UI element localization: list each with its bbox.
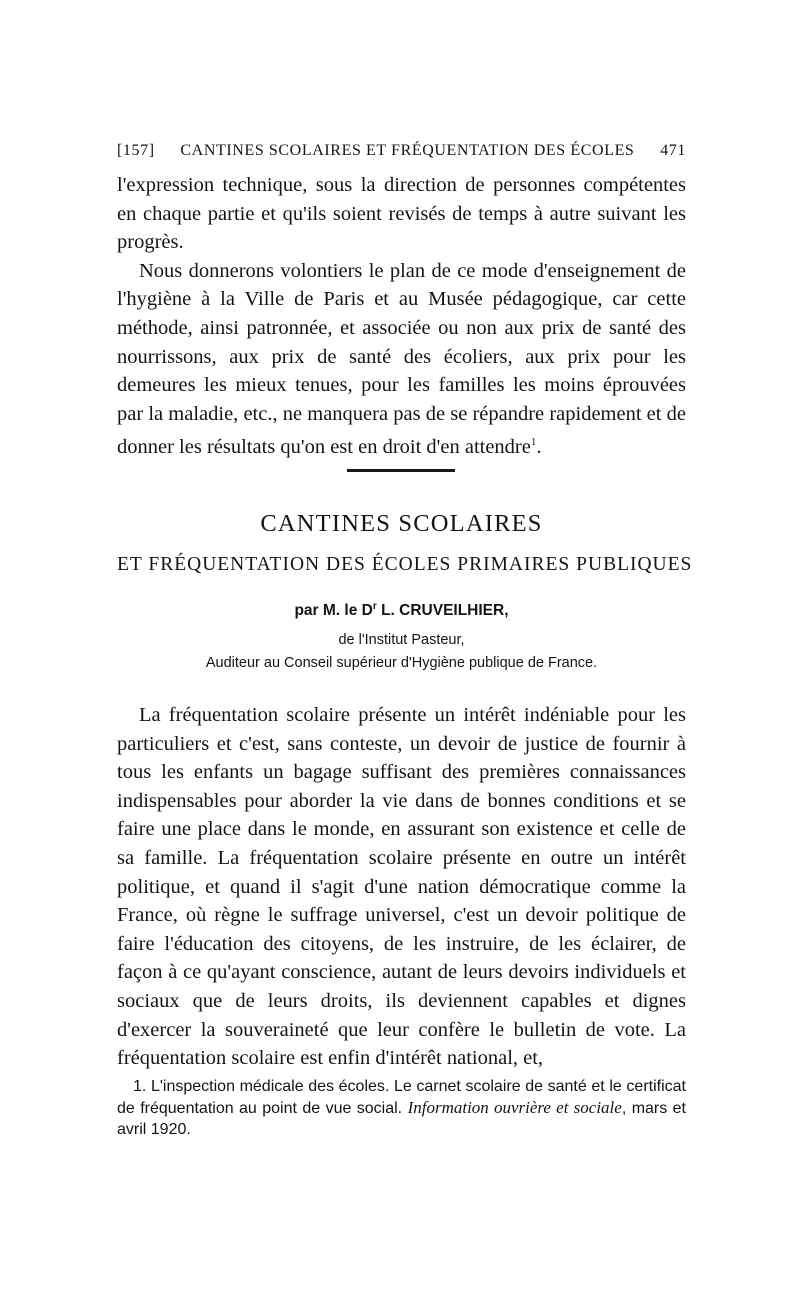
paragraph-text: Nous donnerons volontiers le plan de ce mode d'enseignement de l'hygiène à la Ville de Paris et au Musée pédagogique, car cette méthode, ainsi patronnée, et associée ou non aux prix de santé des nourrissons, aux prix de santé des écoliers, aux prix pour les demeures les mieux tenues, pour les familles les moins éprouvées par la maladie, etc., ne manquera pas de se répandre rapidement et de donner les résultats qu'on est en droit d'en attendre bbox=[117, 259, 686, 459]
article-body bbox=[117, 701, 686, 1073]
page-number: 471 bbox=[660, 142, 686, 159]
footnote-text bbox=[117, 1076, 686, 1140]
author-name: L. CRUVEILHIER, bbox=[376, 602, 509, 619]
section-divider bbox=[347, 469, 455, 472]
paragraph: La fréquentation scolaire présente un intérêt indéniable pour les particuliers et c'est, sans conteste, un devoir de justice de fournir à tous les enfants un bagage suffisant des premières connaissances indispensables pour aborder la vie dans de bonnes conditions et se faire une place dans le monde, en assurant son existence et celle de sa famille. La fréquentation scolaire présente en outre un intérêt politique, et quand il s'agit d'une nation démocratique comme la France, où règne le suffrage universel, c'est un devoir politique de faire l'éducation des citoyens, de les instruire, de les éclairer, de façon à ce qu'ayant conscience, autant de leurs devoirs individuels et sociaux que de leurs droits, ils deviennent capables et dignes d'exercer la souveraineté que leur confère le bulletin de vote. La fréquentation scolaire est enfin d'intérêt national, et, bbox=[117, 704, 686, 1070]
article-subtitle: ET FRÉQUENTATION DES ÉCOLES PRIMAIRES PUBLIQUES bbox=[117, 554, 693, 575]
paragraph-end: . bbox=[536, 436, 542, 459]
footnote-marker: 1 bbox=[530, 436, 537, 449]
footnote-date: , mars et avril 1920. bbox=[117, 1100, 687, 1138]
running-head-section: [157] bbox=[117, 142, 155, 159]
running-head-title: CANTINES SCOLAIRES ET FRÉQUENTATION DES ÉCOLES bbox=[180, 142, 635, 159]
footnote bbox=[117, 1076, 686, 1140]
paragraph: l'expression technique, sous la direction de personnes compétentes en chaque partie et qu'ils soient revisés de temps à autre suivant les progrès. bbox=[117, 174, 686, 254]
author-byline bbox=[117, 597, 686, 624]
running-head bbox=[117, 138, 686, 164]
footnote-body: 1. L'inspection médicale des écoles. Le carnet scolaire de santé et le certificat de fréquentation au point de vue social. bbox=[117, 1078, 686, 1117]
footnote-source: Information ouvrière et sociale bbox=[407, 1098, 622, 1117]
author-affiliation: de l'Institut Pasteur, bbox=[338, 632, 465, 648]
byline-superscript: r bbox=[372, 600, 377, 612]
article-title: CANTINES SCOLAIRES bbox=[260, 510, 543, 537]
author-title: Auditeur au Conseil supérieur d'Hygiène publique de France. bbox=[205, 655, 598, 671]
byline-prefix: par M. le D bbox=[294, 602, 373, 619]
continuation-text bbox=[117, 171, 686, 462]
paragraph bbox=[117, 257, 686, 462]
